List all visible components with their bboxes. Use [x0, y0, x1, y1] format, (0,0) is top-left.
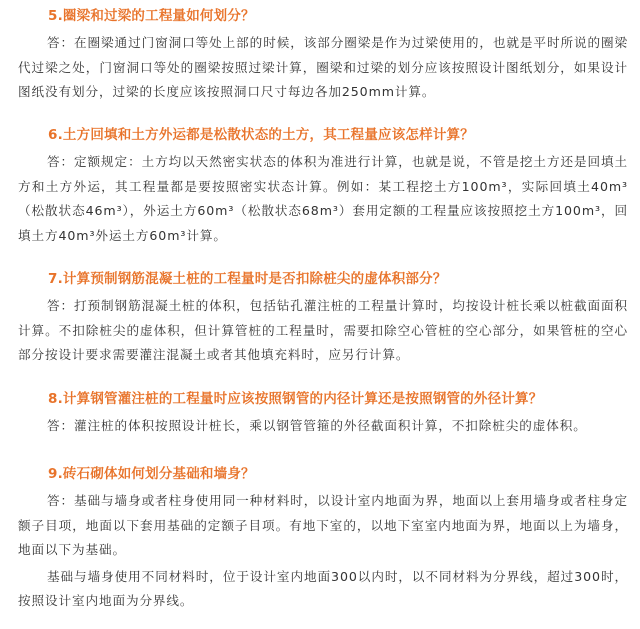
- answer-paragraph-7: 答：打预制钢筋混凝土桩的体积，包括钻孔灌注桩的工程量计算时，均按设计桩长乘以桩截面面积计算。不扣除桩尖的虚体积，但计算管桩的工程量时，需要扣除空心管桩的空心部分，如果管桩的空心部分按设计要求需要灌注混凝土或者其他填充料时，应另行计算。: [18, 298, 628, 362]
- question-title-8: 8.计算钢管灌注桩的工程量时应该按照钢管的内径计算还是按照钢管的外径计算？: [48, 391, 543, 407]
- answer-paragraph-9b: 基础与墙身使用不同材料时，位于设计室内地面300以内时，以不同材料为分界线，超过300时，按照设计室内地面为分界线。: [18, 568, 628, 608]
- answer-paragraph-8: 答：灌注桩的体积按照设计桩长，乘以钢管管箍的外径截面积计算，不扣除桩尖的虚体积。: [47, 418, 587, 433]
- answer-paragraph-9a: 答：基础与墙身或者柱身使用同一种材料时，以设计室内地面为界，地面以上套用墙身或者柱身定额子目项，地面以下套用基础的定额子目项。有地下室的，以地下室室内地面为界，地面以上为墙身，地面以下为基础。: [18, 493, 628, 557]
- faq-section-9: [18, 463, 628, 614]
- faq-section-6: [18, 124, 628, 248]
- question-title-6: 6.土方回填和土方外运都是松散状态的土方，其工程量应该怎样计算？: [48, 127, 474, 143]
- question-title-5: 5.圈梁和过梁的工程量如何划分？: [48, 8, 255, 24]
- faq-section-7: [18, 268, 628, 368]
- answer-paragraph-5: 答：在圈梁通过门窗洞口等处上部的时候，该部分圈梁是作为过梁使用的，也就是平时所说的圈梁代过梁之处，门窗洞口等处的圈梁按照过梁计算，圈梁和过梁的划分应该按照设计图纸划分，如果设计图纸没有划分，过梁的长度应该按照洞口尺寸每边各加250mm计算。: [18, 35, 628, 99]
- faq-section-5: [18, 5, 628, 105]
- question-title-9: 9.砖石砌体如何划分基础和墙身？: [48, 466, 255, 482]
- question-title-7: 7.计算预制钢筋混凝土桩的工程量时是否扣除桩尖的虚体积部分？: [48, 271, 447, 287]
- answer-paragraph-6: 答：定额规定：土方均以天然密实状态的体积为准进行计算，也就是说，不管是挖土方还是回填土方和土方外运，其工程量都是要按照密实状态计算。例如：某工程挖土方100m³，实际回填土40m³（松散状态46m³），外运土方60m³（松散状态68m³）套用定额的工程量应该按照挖土方100m³，回填土方40m³外运土方60m³计算。: [18, 154, 628, 243]
- faq-section-8: [18, 388, 628, 439]
